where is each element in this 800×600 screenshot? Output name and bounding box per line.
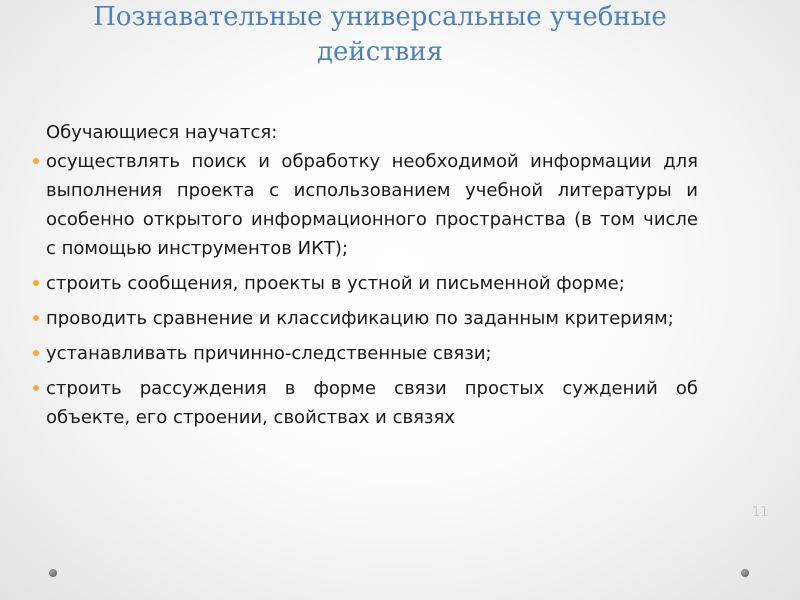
bullet-text: осуществлять поиск и обработку необходимой информации для выполнения проекта с использованием учебной литературы и особенно открытого информационного пространства (в том числе с помощью инструментов ИКТ); bbox=[46, 151, 698, 259]
slide-title: Познавательные универсальные учебные действия bbox=[93, 2, 667, 67]
bullet-dot-icon bbox=[33, 280, 39, 286]
list-item bbox=[46, 304, 698, 333]
bullet-text: строить рассуждения в форме связи простых суждений об объекте, его строении, свойствах и связях bbox=[46, 378, 698, 428]
page-number: 11 bbox=[752, 505, 769, 520]
bullet-text: проводить сравнение и классификацию по заданным критериям; bbox=[46, 308, 674, 329]
list-item bbox=[46, 147, 698, 263]
bullet-dot-icon bbox=[33, 315, 39, 321]
decorative-dot-icon bbox=[49, 569, 57, 577]
bullet-text: строить сообщения, проекты в устной и письменной форме; bbox=[46, 273, 625, 294]
slide-body bbox=[46, 118, 698, 438]
bullet-text: устанавливать причинно-следственные связи; bbox=[46, 343, 492, 364]
decorative-dot-icon bbox=[741, 569, 749, 577]
bullet-list bbox=[46, 147, 698, 432]
list-item bbox=[46, 374, 698, 432]
list-item bbox=[46, 339, 698, 368]
bullet-dot-icon bbox=[33, 350, 39, 356]
bullet-dot-icon bbox=[33, 385, 39, 391]
list-item bbox=[46, 269, 698, 298]
intro-text: Обучающиеся научатся: bbox=[46, 122, 278, 143]
bullet-dot-icon bbox=[33, 158, 39, 164]
